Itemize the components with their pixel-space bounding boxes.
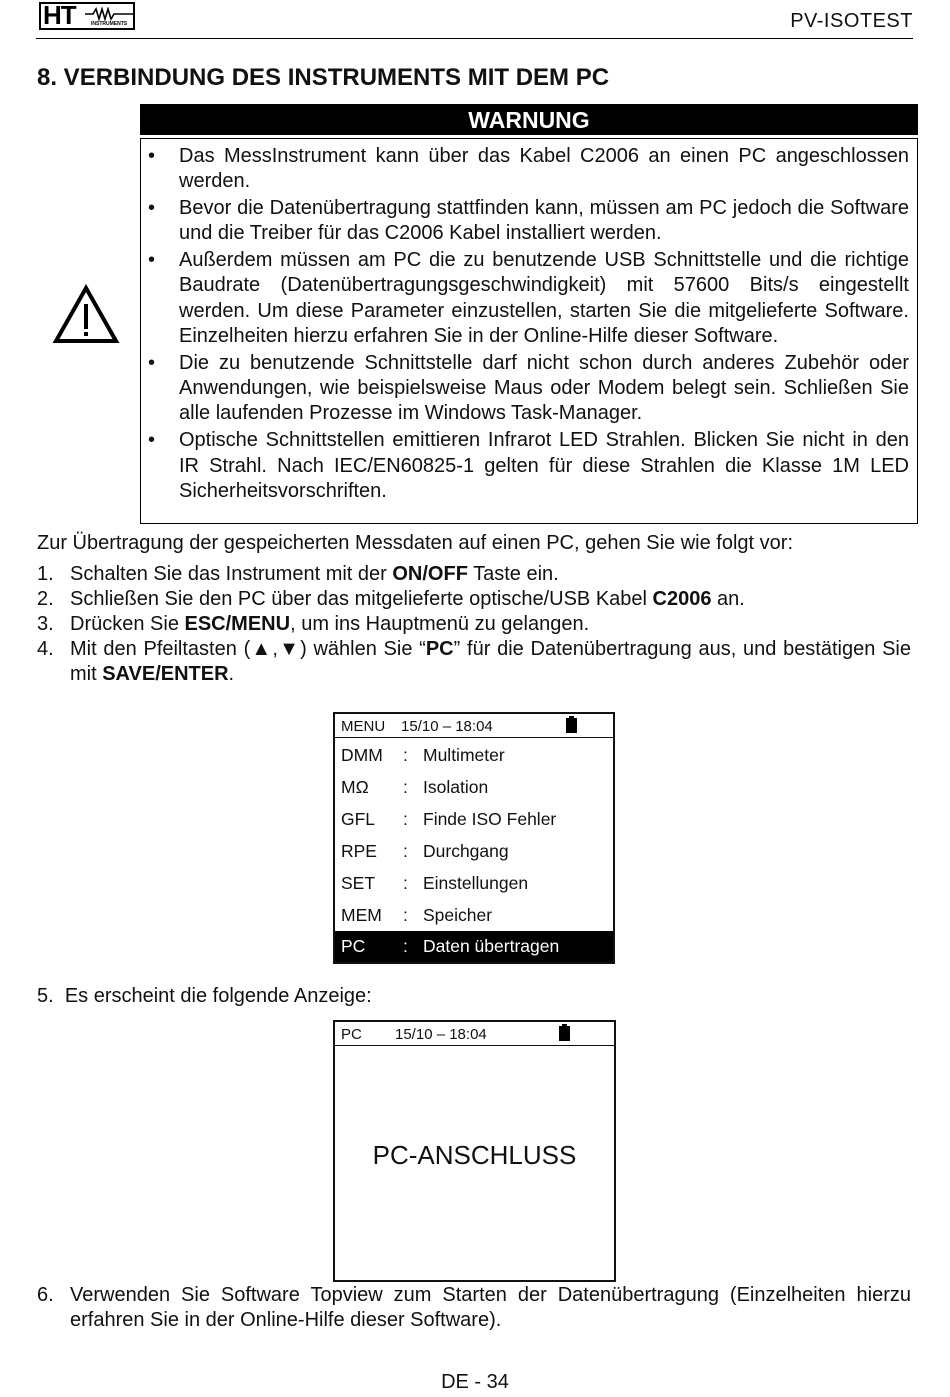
intro-text: Zur Übertragung der gespeicherten Messdaten auf einen PC, gehen Sie wie folgt vor: [37, 532, 793, 554]
step-key: C2006 [652, 588, 712, 610]
warning-item-text: Die zu benutzende Schnittstelle darf nicht schon durch anderes Zubehör oder Anwendungen, wie beispielsweise Maus oder Modem belegt sein. Schließen Sie alle laufenden Prozesse im Windows Task-Manager. [179, 351, 909, 425]
menu-item-code: SET [341, 873, 376, 893]
menu-item-rpe[interactable] [335, 835, 613, 867]
menu-item-gfl[interactable] [335, 803, 613, 835]
bullet: • [148, 429, 156, 452]
menu-item-label: Einstellungen [423, 873, 529, 893]
logo-subtext: INSTRUMENTS [91, 21, 128, 27]
menu-item-label: Durchgang [423, 841, 509, 861]
page-number: DE - 34 [441, 1371, 509, 1393]
step-3 [37, 612, 911, 637]
menu-item-mem[interactable] [335, 899, 613, 931]
warning-item [141, 196, 909, 247]
menu-item-colon: : [403, 936, 408, 956]
warning-item [141, 248, 909, 349]
logo-text: HT [43, 2, 76, 30]
pc-connection-message: PC-ANSCHLUSS [372, 1140, 577, 1170]
bullet: • [148, 351, 156, 374]
step-text: . [228, 663, 235, 685]
warning-item-text: Das MessInstrument kann über das Kabel C2006 an einen PC angeschlossen werden. [179, 145, 909, 193]
menu-item-label: Finde ISO Fehler [423, 809, 557, 829]
step-key: SAVE/ENTER [102, 663, 229, 685]
step-1 [37, 562, 911, 587]
menu-item-isolation[interactable] [335, 771, 613, 803]
arrow-keys: ▲,▼ [250, 638, 301, 660]
step-key: ON/OFF [392, 563, 468, 585]
bullet: • [148, 145, 156, 167]
menu-item-colon: : [403, 905, 408, 925]
warning-item [141, 144, 909, 195]
warning-item-text: Bevor die Datenübertragung stattfinden kann, müssen am PC jedoch die Software und die Treiber für das C2006 Kabel installiert werden. [179, 197, 909, 245]
step-list [37, 562, 911, 687]
step-text: Mit den Pfeiltasten ( [70, 638, 251, 660]
step-2 [37, 587, 911, 612]
step-text: Verwenden Sie Software Topview zum Starten der Datenübertragung (Einzelheiten hierzu erfahren Sie in der Online-Hilfe dieser Software). [70, 1284, 911, 1331]
screen-datetime: 15/10 – 18:04 [401, 718, 493, 735]
pc-screen [333, 1020, 616, 1282]
step-4 [37, 637, 911, 687]
step-number: 5. [37, 985, 54, 1007]
menu-item-code: MEM [341, 905, 382, 925]
section-title: 8. VERBINDUNG DES INSTRUMENTS MIT DEM PC [37, 64, 610, 91]
menu-item-colon: : [403, 809, 408, 829]
step-6 [37, 1283, 911, 1333]
step-text: Taste ein. [467, 563, 559, 585]
step-number: 3. [37, 613, 54, 635]
menu-screen [333, 712, 615, 964]
menu-item-code: PC [341, 936, 366, 956]
step-number: 2. [37, 588, 54, 610]
step-5 [37, 985, 372, 1008]
screen-datetime: 15/10 – 18:04 [395, 1026, 487, 1043]
step-list [37, 1283, 911, 1333]
battery-icon [566, 716, 577, 733]
warning-item [141, 351, 909, 427]
ht-logo [39, 2, 135, 30]
menu-item-dmm[interactable] [335, 739, 613, 771]
menu-item-colon: : [403, 873, 408, 893]
step-text: ” für die Datenübertragung aus, und bestätigen Sie mit [70, 638, 911, 685]
bullet: • [148, 249, 156, 272]
menu-item-pc[interactable] [335, 931, 613, 962]
step-key: PC [425, 638, 454, 660]
step-text: an. [711, 588, 745, 610]
screen-header [335, 1022, 614, 1046]
step-text: , um ins Hauptmenü zu gelangen. [290, 613, 590, 635]
warning-item [141, 428, 909, 504]
menu-item-code: GFL [341, 809, 376, 829]
step-text: Drücken Sie [70, 613, 185, 635]
warning-triangle-icon [52, 283, 120, 345]
screen-label: PC [341, 1026, 362, 1043]
page-header [36, 0, 913, 39]
warning-title: WARNUNG [140, 104, 918, 135]
warning-item-text: Optische Schnittstellen emittieren Infrarot LED Strahlen. Blicken Sie nicht in den IR Strahl. Nach IEC/EN60825-1 gelten für diese Strahlen die Klasse 1M LED Sicherheitsvorschriften. [179, 429, 909, 502]
step-text: Es erscheint die folgende Anzeige: [64, 985, 372, 1007]
menu-item-label: Speicher [423, 905, 493, 925]
logo-wave-icon [85, 7, 133, 21]
menu-item-code: RPE [341, 841, 377, 861]
menu-item-code: MΩ [341, 777, 369, 797]
step-number: 1. [37, 563, 54, 585]
menu-item-label: Isolation [423, 777, 489, 797]
step-number: 6. [37, 1284, 54, 1306]
screen-header [335, 714, 613, 738]
model-name: PV-ISOTEST [790, 10, 913, 32]
screen-label: MENU [341, 718, 386, 735]
bullet: • [148, 197, 156, 220]
menu-item-label: Daten übertragen [423, 936, 560, 956]
menu-item-set[interactable] [335, 867, 613, 899]
menu-item-code: DMM [341, 745, 383, 765]
step-text: ) wählen Sie “ [300, 638, 426, 660]
step-text: Schalten Sie das Instrument mit der [70, 563, 393, 585]
step-number: 4. [37, 638, 54, 660]
menu-item-label: Multimeter [423, 745, 505, 765]
warning-list [141, 139, 917, 504]
warning-item-text: Außerdem müssen am PC die zu benutzende USB Schnittstelle und die richtige Baudrate (Datenübertragungsgeschwindigkeit) mit 57600 Bits/s eingestellt werden. Um diese Parameter einzustellen, starten Sie die mitgelieferte Software. Einzelheiten hierzu erfahren Sie in der Online-Hilfe dieser Software. [179, 249, 909, 348]
step-text: Schließen Sie den PC über das mitgelieferte optische/USB Kabel [70, 588, 653, 610]
step-key: ESC/MENU [184, 613, 291, 635]
menu-item-colon: : [403, 777, 408, 797]
warning-box [140, 138, 918, 524]
menu-item-colon: : [403, 841, 408, 861]
battery-icon [559, 1024, 570, 1041]
menu-item-colon: : [403, 745, 408, 765]
